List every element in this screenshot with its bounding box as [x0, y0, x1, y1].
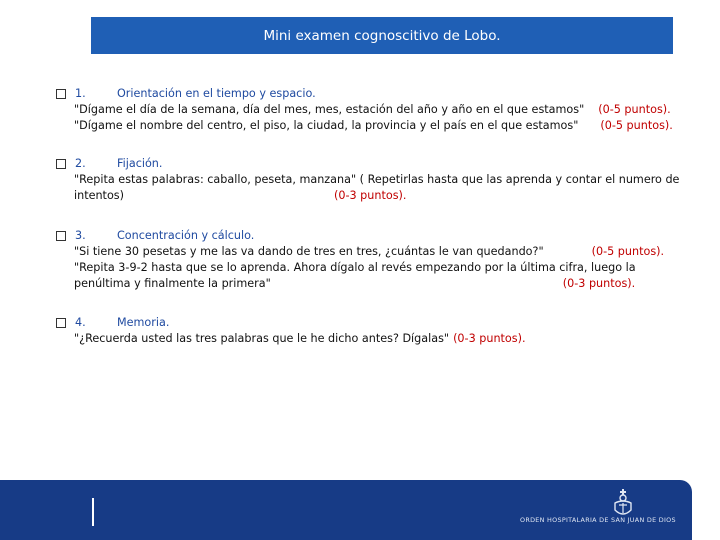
section-heading: Concentración y cálculo. — [117, 229, 255, 242]
question-text: "Repita estas palabras: caballo, peseta, manzana" ( Repetirlas hasta que las aprenda y contar el numero de — [74, 173, 680, 186]
section-orientation — [56, 86, 696, 134]
question-line — [74, 331, 696, 347]
question-line — [74, 102, 696, 118]
bullet-checkbox-icon — [56, 231, 66, 241]
bullet-checkbox-icon — [56, 159, 66, 169]
section-head — [56, 315, 696, 331]
section-head — [56, 228, 696, 244]
section-heading: Fijación. — [117, 157, 163, 170]
section-head — [56, 156, 696, 172]
points-label: (0-3 puntos). — [453, 332, 526, 345]
page-title: Mini examen cognoscitivo de Lobo. — [263, 27, 501, 44]
question-text: "Repita 3-9-2 hasta que se lo aprenda. Ahora dígalo al revés empezando por la última cifra, luego la — [74, 261, 636, 274]
bullet-checkbox-icon — [56, 89, 66, 99]
section-concentracion — [56, 228, 696, 292]
question-line — [74, 188, 696, 204]
section-number: 2. — [75, 157, 86, 170]
points-label: (0-5 puntos). — [600, 119, 673, 132]
footer-bar — [0, 480, 692, 540]
section-number: 3. — [75, 229, 86, 242]
question-text: "Si tiene 30 pesetas y me las va dando de tres en tres, ¿cuántas le van quedando?" — [74, 245, 544, 258]
question-line — [74, 118, 696, 134]
question-line — [74, 276, 696, 292]
question-text: intentos) — [74, 189, 124, 202]
section-number: 1. — [75, 87, 86, 100]
points-label: (0-3 puntos). — [333, 189, 407, 202]
question-text: "¿Recuerda usted las tres palabras que le he dicho antes? Dígalas" — [74, 332, 450, 345]
question-text: "Dígame el día de la semana, día del mes, mes, estación del año y año en el que estamos" — [74, 103, 585, 116]
section-fijacion — [56, 156, 696, 204]
section-memoria — [56, 315, 696, 347]
points-label: (0-5 puntos). — [598, 103, 671, 116]
points-label: (0-5 puntos). — [591, 245, 665, 258]
question-line — [74, 260, 696, 276]
section-head — [56, 86, 696, 102]
section-number: 4. — [75, 316, 86, 329]
question-text: "Dígame el nombre del centro, el piso, la ciudad, la provincia y el país en el que estamos" — [74, 119, 579, 132]
points-label: (0-3 puntos). — [562, 277, 636, 290]
section-heading: Memoria. — [117, 316, 170, 329]
question-line — [74, 172, 696, 188]
bullet-checkbox-icon — [56, 318, 66, 328]
footer-divider — [92, 498, 94, 526]
question-text: penúltima y finalmente la primera" — [74, 277, 271, 290]
organization-name: ORDEN HOSPITALARIA DE SAN JUAN DE DIOS — [520, 516, 676, 524]
section-heading: Orientación en el tiempo y espacio. — [117, 87, 316, 100]
title-bar — [91, 17, 673, 54]
question-line — [74, 244, 696, 260]
